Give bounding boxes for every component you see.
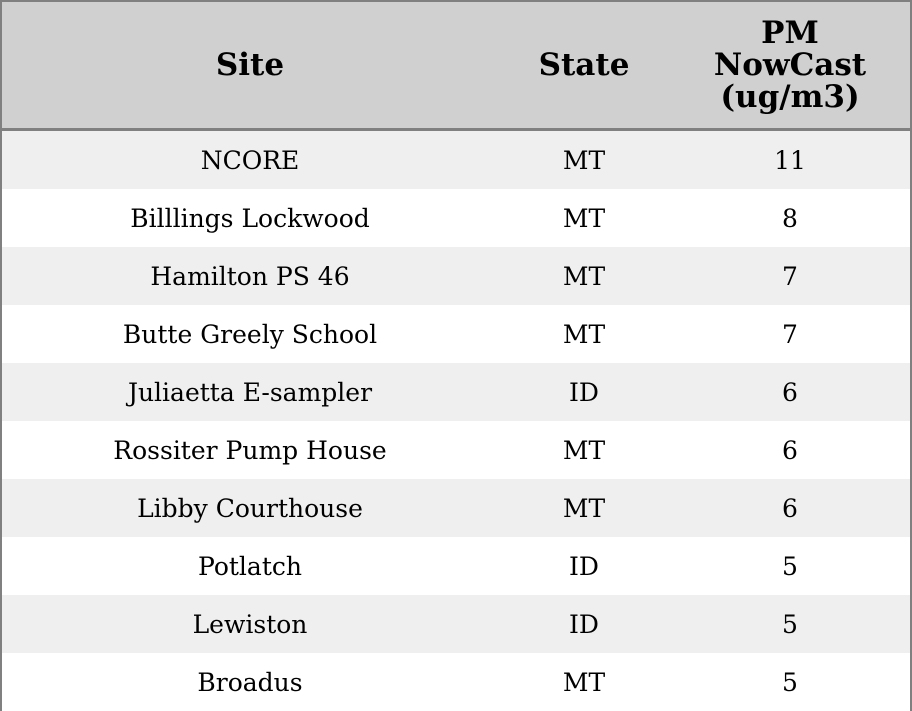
- table-body: [2, 130, 910, 711]
- header-state: State: [498, 2, 670, 130]
- cell-pm-nowcast: 6: [670, 421, 910, 479]
- cell-pm-nowcast: 7: [670, 305, 910, 363]
- table-row: [2, 305, 910, 363]
- table-row: [2, 189, 910, 247]
- cell-site: Billlings Lockwood: [2, 189, 498, 247]
- table-row: [2, 363, 910, 421]
- cell-state: MT: [498, 479, 670, 537]
- cell-site: Potlatch: [2, 537, 498, 595]
- pm-nowcast-table: [2, 2, 910, 711]
- table-row: [2, 421, 910, 479]
- cell-state: MT: [498, 130, 670, 190]
- header-pm-line-3: (ug/m3): [720, 79, 860, 115]
- cell-pm-nowcast: 5: [670, 595, 910, 653]
- cell-pm-nowcast: 11: [670, 130, 910, 190]
- cell-site: Libby Courthouse: [2, 479, 498, 537]
- cell-pm-nowcast: 8: [670, 189, 910, 247]
- cell-pm-nowcast: 6: [670, 363, 910, 421]
- cell-site: NCORE: [2, 130, 498, 190]
- cell-state: MT: [498, 247, 670, 305]
- cell-state: ID: [498, 537, 670, 595]
- cell-site: Broadus: [2, 653, 498, 711]
- cell-pm-nowcast: 7: [670, 247, 910, 305]
- header-pm-line-1: PM: [761, 15, 819, 51]
- cell-site: Lewiston: [2, 595, 498, 653]
- header-pm-line-2: NowCast: [713, 47, 867, 83]
- table-row: [2, 537, 910, 595]
- header-pm-nowcast: [670, 2, 910, 130]
- cell-state: MT: [498, 653, 670, 711]
- table-row: [2, 595, 910, 653]
- cell-state: MT: [498, 189, 670, 247]
- table-header: [2, 2, 910, 130]
- cell-state: ID: [498, 363, 670, 421]
- cell-site: Rossiter Pump House: [2, 421, 498, 479]
- cell-pm-nowcast: 5: [670, 537, 910, 595]
- header-row: [2, 2, 910, 130]
- table-row: [2, 479, 910, 537]
- cell-pm-nowcast: 5: [670, 653, 910, 711]
- cell-state: MT: [498, 305, 670, 363]
- cell-site: Juliaetta E-sampler: [2, 363, 498, 421]
- header-site: Site: [2, 2, 498, 130]
- cell-state: MT: [498, 421, 670, 479]
- cell-site: Hamilton PS 46: [2, 247, 498, 305]
- table-row: [2, 247, 910, 305]
- cell-pm-nowcast: 6: [670, 479, 910, 537]
- cell-site: Butte Greely School: [2, 305, 498, 363]
- cell-state: ID: [498, 595, 670, 653]
- table-row: [2, 653, 910, 711]
- table-row: [2, 130, 910, 190]
